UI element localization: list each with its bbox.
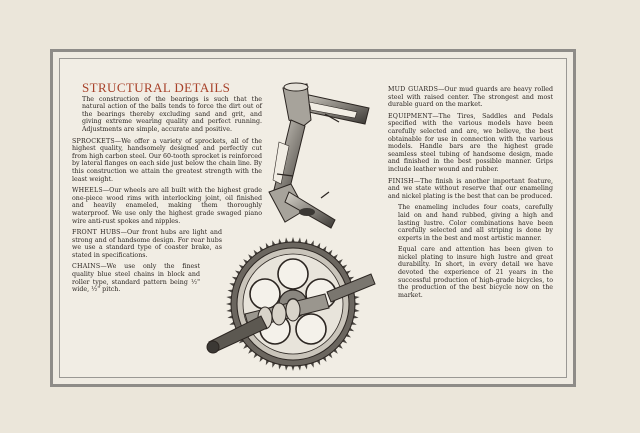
mud-guards-heading: MUD GUARDS (388, 86, 439, 93)
chains-text: We use only the finest quality blue steel chains in block and roller type, standard pattern being ½" wide, ½" pitch. (72, 263, 200, 294)
mud-guards-paragraph: MUD GUARDS—Our mud guards are heavy rolled steel with raised center. The strongest and most durable guard on the market. (388, 86, 553, 109)
nickel-text: Equal care and attention has been given to nickel plating to insure high lustre and great durability. In short, in every detail we have devoted the experience of 21 years in the successful production of high-grade bicycles, to the production of the best bicycle now on the market. (398, 246, 553, 299)
finish-text: The finish is another important feature, and we state without reserve that our enameling and nickel plating is the best that can be produced. (388, 177, 553, 200)
nickel-paragraph (388, 246, 553, 299)
equipment-heading: EQUIPMENT (388, 112, 433, 120)
equipment-paragraph: EQUIPMENT—The Tires, Saddles and Pedals specified with the various models have been carefully selected and are, we believe, the best obtainable for use in connection with the various models. Handle bars are the highest grade seamless steel tubing of handsome design, made and finished in the best possible manner. Grips include leather wound and rubber. (388, 112, 553, 173)
sprocket-crank-illustration (205, 232, 387, 382)
front-hubs-heading: FRONT HUBS (72, 229, 121, 237)
finish-paragraph: FINISH—The finish is another important feature, and we state without reserve that our enameling and nickel plating is the best that can be produced. (388, 177, 553, 200)
page-title: STRUCTURAL DETAILS (82, 80, 231, 95)
chains-paragraph: CHAINS—We use only the finest quality blue steel chains in block and roller type, standard pattern being ½" wide, ½" pitch. (72, 263, 200, 294)
sprockets-heading: SPROCKETS (72, 137, 115, 145)
enameling-text: The enameling includes four coats, carefully laid on and hand rubbed, giving a high and lasting lustre. Color combinations have been carefully selected and all striping is done by experts in the best and most artistic manner. (398, 204, 553, 242)
front-hubs-text: Our front hubs are light and strong and of handsome design. For rear hubs we use a standard type of coaster brake, as stated in specifications. (72, 229, 222, 259)
wheels-paragraph: WHEELS—Our wheels are all built with the highest grade one-piece wood rims with interlocking joint, oil finished and heavily enameled, making them thoroughly waterproof. We use only the highest grade swaged piano wire anti-rust spokes and nipples. (72, 187, 262, 225)
frame-lug-cutaway-illustration (265, 80, 385, 230)
sprockets-paragraph: SPROCKETS—We offer a variety of sprockets, all of the highest quality, handsomely designed and perfectly cut from high carbon steel. Our 60-tooth sprocket is reinforced by lateral flanges on each side just below the chain line. By this construction we attain the greatest strength with the least weight. (72, 137, 262, 183)
right-column (388, 86, 553, 303)
enameling-paragraph (388, 204, 553, 242)
chains-heading: CHAINS (72, 263, 101, 271)
equipment-text: The Tires, Saddles and Pedals specified with the various models have been carefully selected and are, we believe, the best obtainable for use in connection with the various models. Handle bars are the highest grade seamless steel tubing of handsome design, made and finished in the best possible manner. Grips include leather wound and rubber. (388, 112, 553, 173)
bearings-paragraph (72, 96, 262, 134)
mud-guards-text: Our mud guards are heavy rolled steel with raised center. The strongest and most durable guard on the market. (388, 86, 553, 109)
sprockets-text: We offer a variety of sprockets, all of the highest quality, handsomely designed and perfectly cut from high carbon steel. Our 60-tooth sprocket is reinforced by lateral flanges on each side just below the chain line. By this construction we attain the greatest strength with the least weight. (72, 137, 262, 183)
front-hubs-paragraph: FRONT HUBS—Our front hubs are light and strong and of handsome design. For rear hubs we use a standard type of coaster brake, as stated in specifications. (72, 229, 222, 259)
wheels-heading: WHEELS (72, 187, 103, 195)
wheels-text: Our wheels are all built with the highest grade one-piece wood rims with interlocking joint, oil finished and heavily enameled, making them thoroughly waterproof. We use only the highest grade swaged piano wire anti-rust spokes and nipples. (72, 187, 262, 225)
bearings-text: The construction of the bearings is such that the natural action of the balls tends to force the dirt out of the bearings thereby excluding sand and grit, and giving extreme wearing quality and perfect running. Adjustments are simple, accurate and positive. (82, 95, 262, 133)
finish-heading: FINISH (388, 177, 414, 185)
